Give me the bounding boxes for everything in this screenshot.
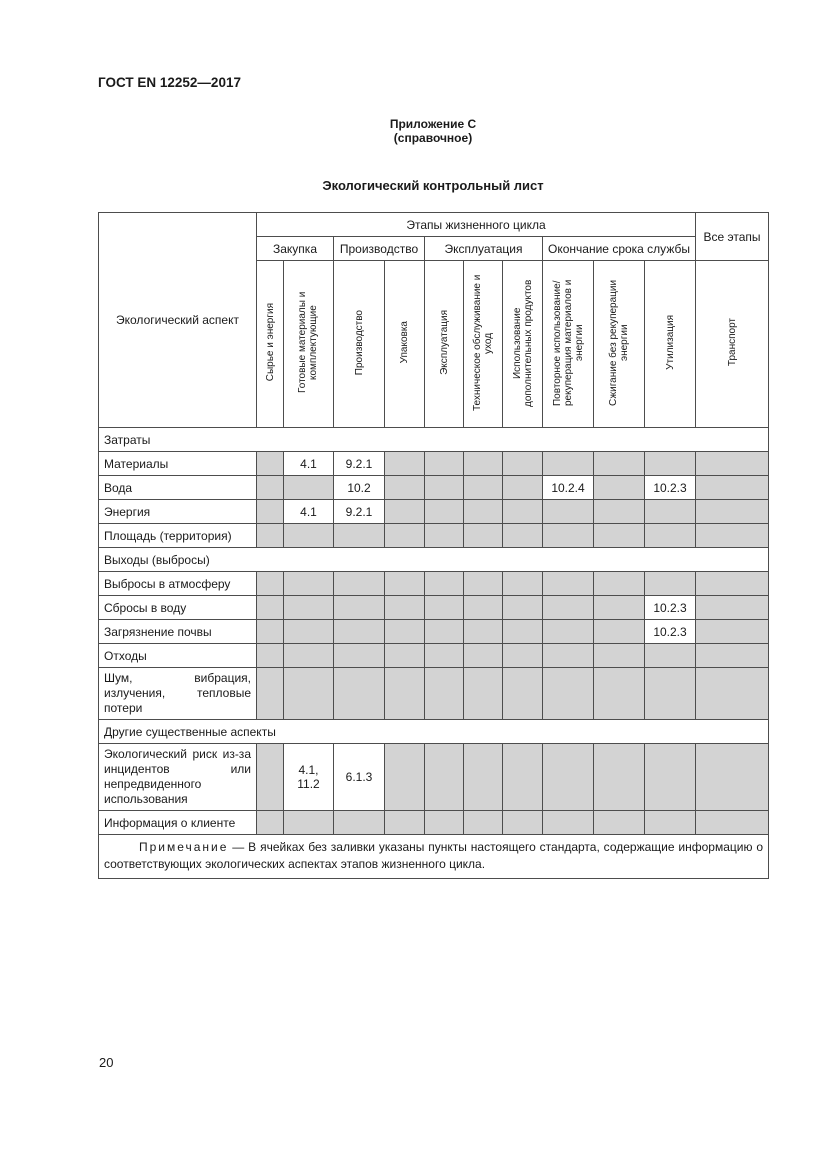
column-header: Техническое обслуживание и уход [464, 261, 503, 428]
table-cell [334, 524, 385, 548]
table-cell: 10.2.4 [543, 476, 594, 500]
table-cell [425, 811, 464, 835]
table-cell [503, 620, 543, 644]
table-cell [425, 476, 464, 500]
table-cell [284, 811, 334, 835]
table-cell [464, 620, 503, 644]
table-cell [645, 500, 696, 524]
section-outputs: Выходы (выбросы) [99, 548, 769, 572]
table-cell: 4.1 [284, 452, 334, 476]
table-cell [594, 524, 645, 548]
table-cell [594, 476, 645, 500]
table-cell [425, 452, 464, 476]
column-header: Производство [334, 261, 385, 428]
table-cell: 9.2.1 [334, 500, 385, 524]
table-cell [257, 644, 284, 668]
table-cell [543, 620, 594, 644]
row-label: Выбросы в атмосферу [99, 572, 257, 596]
table-cell [385, 596, 425, 620]
table-row [99, 452, 769, 476]
table-cell [334, 811, 385, 835]
table-cell [385, 572, 425, 596]
table-cell [645, 744, 696, 811]
table-cell [284, 476, 334, 500]
table-cell [503, 452, 543, 476]
table-cell [696, 744, 769, 811]
column-header: Утилизация [645, 261, 696, 428]
table-cell [464, 744, 503, 811]
table-cell [594, 668, 645, 720]
table-cell [334, 572, 385, 596]
table-cell [696, 476, 769, 500]
table-cell [503, 572, 543, 596]
table-cell [503, 744, 543, 811]
table-cell [696, 596, 769, 620]
table-cell [257, 572, 284, 596]
table-cell [594, 644, 645, 668]
table-cell [425, 668, 464, 720]
table-row [99, 644, 769, 668]
table-cell [543, 644, 594, 668]
table-cell [257, 524, 284, 548]
table-cell [696, 500, 769, 524]
annex-subtitle: (справочное) [393, 131, 473, 145]
standard-header: ГОСТ EN 12252—2017 [98, 75, 241, 90]
row-label: Шум, вибрация, излучения, тепловые потери [99, 668, 257, 720]
table-cell [696, 452, 769, 476]
table-cell [257, 811, 284, 835]
table-cell [385, 668, 425, 720]
group-procurement: Закупка [257, 237, 334, 261]
table-cell [696, 644, 769, 668]
table-cell [594, 811, 645, 835]
table-cell [503, 668, 543, 720]
table-cell [284, 596, 334, 620]
table-cell [503, 524, 543, 548]
table-cell [425, 572, 464, 596]
table-cell [464, 596, 503, 620]
column-header: Готовые материалы и комплектующие [284, 261, 334, 428]
table-cell: 10.2.3 [645, 620, 696, 644]
table-cell [594, 452, 645, 476]
table-cell [645, 668, 696, 720]
table-cell [543, 500, 594, 524]
table-cell [334, 668, 385, 720]
table-cell [464, 452, 503, 476]
table-cell: 10.2.3 [645, 476, 696, 500]
table-cell [257, 452, 284, 476]
group-operation: Эксплуатация [425, 237, 543, 261]
row-label: Площадь (территория) [99, 524, 257, 548]
table-cell [696, 668, 769, 720]
table-cell [385, 500, 425, 524]
table-cell [594, 500, 645, 524]
table-cell [464, 644, 503, 668]
table-row [99, 572, 769, 596]
table-cell [257, 476, 284, 500]
section-other-aspects: Другие существенные аспекты [99, 720, 769, 744]
table-cell [503, 644, 543, 668]
row-label: Материалы [99, 452, 257, 476]
annex-heading [0, 117, 826, 145]
table-cell: 10.2.3 [645, 596, 696, 620]
table-cell [594, 744, 645, 811]
document-title: Экологический контрольный лист [322, 178, 544, 193]
table-cell [696, 811, 769, 835]
column-header: Эксплуатация [425, 261, 464, 428]
note-text: — В ячейках без заливки указаны пункты настоящего стандарта, содержащие информацию о соответствующих экологических аспектах этапов жизненного цикла. [104, 840, 764, 871]
table-cell [464, 524, 503, 548]
table-cell [334, 620, 385, 644]
environmental-checklist-table [98, 212, 769, 879]
table-row [99, 668, 769, 720]
table-cell [334, 596, 385, 620]
table-cell [543, 452, 594, 476]
table-cell [464, 476, 503, 500]
table-cell [645, 572, 696, 596]
table-cell: 9.2.1 [334, 452, 385, 476]
all-stages-header: Все этапы [696, 213, 769, 261]
table-cell [425, 644, 464, 668]
table-cell [425, 500, 464, 524]
row-label: Информация о клиенте [99, 811, 257, 835]
group-end-of-life: Окончание срока службы [543, 237, 696, 261]
table-cell [425, 744, 464, 811]
table-cell [543, 524, 594, 548]
row-label: Энергия [99, 500, 257, 524]
table-cell: 4.1 [284, 500, 334, 524]
annex-title: Приложение С [389, 117, 477, 131]
table-cell [645, 811, 696, 835]
table-cell [425, 620, 464, 644]
table-cell [257, 500, 284, 524]
table-cell [543, 668, 594, 720]
table-cell [594, 596, 645, 620]
table-cell [257, 744, 284, 811]
table-cell: 10.2 [334, 476, 385, 500]
table-cell [257, 668, 284, 720]
row-label: Отходы [99, 644, 257, 668]
table-row [99, 500, 769, 524]
column-header: Использование дополнительных продуктов [503, 261, 543, 428]
table-cell [385, 644, 425, 668]
table-cell [503, 596, 543, 620]
table-cell [696, 620, 769, 644]
table-cell [284, 620, 334, 644]
table-cell: 4.1, 11.2 [284, 744, 334, 811]
table-cell [464, 668, 503, 720]
table-cell [645, 452, 696, 476]
table-cell [543, 572, 594, 596]
table-cell [385, 620, 425, 644]
table-cell [284, 572, 334, 596]
table-cell [334, 644, 385, 668]
table-cell [464, 500, 503, 524]
table-row [99, 476, 769, 500]
table-cell [284, 668, 334, 720]
table-cell [385, 744, 425, 811]
table-cell [284, 644, 334, 668]
table-cell [503, 811, 543, 835]
table-cell [464, 811, 503, 835]
table-cell [696, 572, 769, 596]
page-number: 20 [99, 1055, 114, 1070]
aspect-header: Экологический аспект [99, 213, 257, 428]
table-cell [425, 596, 464, 620]
table-row [99, 811, 769, 835]
table-cell [645, 524, 696, 548]
row-label: Загрязнение почвы [99, 620, 257, 644]
table-row [99, 744, 769, 811]
table-cell [425, 524, 464, 548]
table-cell [284, 524, 334, 548]
column-header: Транспорт [696, 261, 769, 428]
table-note [99, 835, 769, 879]
table-cell [257, 620, 284, 644]
table-row [99, 596, 769, 620]
column-header: Сырье и энергия [257, 261, 284, 428]
table-cell [385, 524, 425, 548]
lifecycle-header: Этапы жизненного цикла [257, 213, 696, 237]
table-cell [385, 476, 425, 500]
note-label: Примечание [138, 840, 229, 854]
row-label: Вода [99, 476, 257, 500]
column-header: Повторное использование/ рекуперация материалов и энергии [543, 261, 594, 428]
table-cell [645, 644, 696, 668]
table-cell [385, 811, 425, 835]
column-header: Сжигание без рекуперации энергии [594, 261, 645, 428]
table-cell [257, 596, 284, 620]
table-cell [543, 596, 594, 620]
column-header: Упаковка [385, 261, 425, 428]
table-cell [464, 572, 503, 596]
table-cell [543, 811, 594, 835]
table-row [99, 620, 769, 644]
table-row [99, 524, 769, 548]
table-cell [385, 452, 425, 476]
group-production: Производство [334, 237, 425, 261]
row-label: Сбросы в воду [99, 596, 257, 620]
table-cell: 6.1.3 [334, 744, 385, 811]
table-cell [594, 620, 645, 644]
table-cell [503, 476, 543, 500]
section-inputs: Затраты [99, 428, 769, 452]
row-label: Экологический риск из-за инцидентов или непредвиденного использования [99, 744, 257, 811]
table-cell [543, 744, 594, 811]
table-cell [503, 500, 543, 524]
table-cell [594, 572, 645, 596]
table-cell [696, 524, 769, 548]
